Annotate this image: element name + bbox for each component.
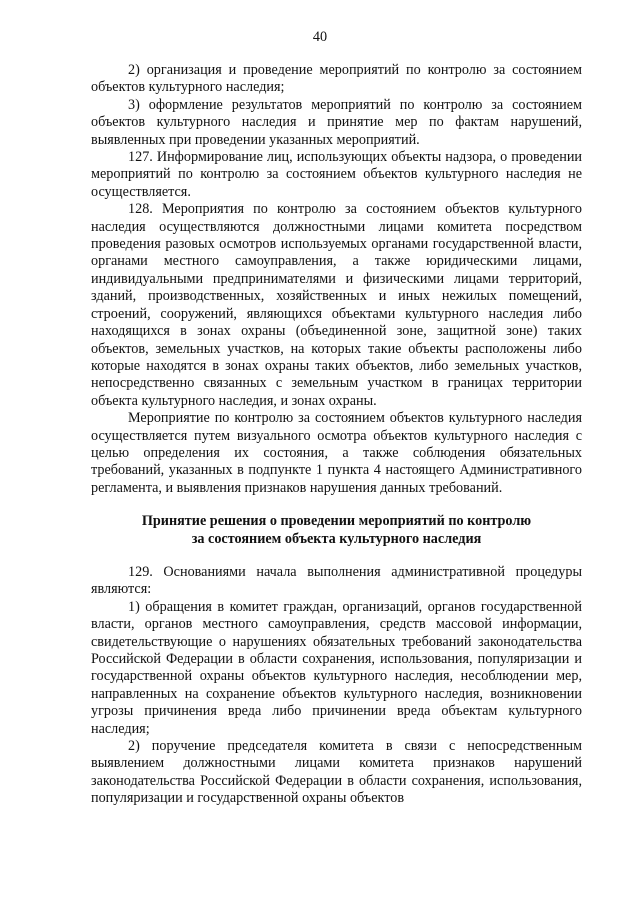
paragraph-item-2: 2) организация и проведение мероприятий по контролю за состоянием объектов культурного наследия;: [91, 62, 582, 96]
page-number: 40: [312, 29, 328, 45]
paragraph-128-continued: Мероприятие по контролю за состоянием объектов культурного наследия осуществляется путем визуального осмотра объектов культурного наследия с целью определения их состояния, а также соблюдения обязательных требований, указанных в подпункте 1 пункта 4 настоящего Административного регламента, и выявления признаков нарушения данных требований.: [91, 410, 582, 496]
section-heading-line-1: Принятие решения о проведении мероприятий по контролю: [141, 513, 532, 530]
paragraph-129: 129. Основаниями начала выполнения административной процедуры являются:: [91, 563, 582, 598]
paragraph-129-item-2: 2) поручение председателя комитета в связи с непосредственным выявлением должностными лицами комитета признаков нарушений законодательства Российской Федерации в области сохранения, использования, популяризации и государственной охраны объектов: [91, 738, 582, 807]
section-heading: [91, 513, 582, 548]
paragraph-item-3: 3) оформление результатов мероприятий по контролю за состоянием объектов культурного наследия и принятие мер по фактам нарушений, выявленных при проведении указанных мероприятий.: [91, 96, 582, 148]
section-heading-line-2: за состоянием объекта культурного наследия: [191, 530, 482, 547]
document-body: [91, 62, 582, 808]
paragraph-129-item-1: 1) обращения в комитет граждан, организаций, органов государственной власти, органов местного самоуправления, средств массовой информации, свидетельствующие о нарушениях обязательных требований законодательства Российской Федерации в области сохранения, использования, популяризации и государственной охраны объектов культурного наследия, несоблюдении мер, направленных на сохранение объектов культурного наследия, возникновении угрозы причинения вреда либо причинении вреда объектам культурного наследия;: [91, 598, 582, 737]
paragraph-128: 128. Мероприятия по контролю за состоянием объектов культурного наследия осуществляются должностными лицами комитета посредством проведения разовых осмотров используемых органами государственной власти, органами местного самоуправления, а также юридическими лицами, индивидуальными предпринимателями и физическими лицами территорий, зданий, производственных, хозяйственных и иных нежилых помещений, строений, сооружений, являющихся объектами культурного наследия либо находящихся в зонах охраны (объединенной зоне, защитной зоне) таких объектов, земельных участков, на которых такие объекты расположены либо которые находятся в зонах охраны таких объектов, либо земельных участков, непосредственно связанных с земельным участком в границах территории объекта культурного наследия, и зонах охраны.: [91, 201, 582, 409]
paragraph-127: 127. Информирование лиц, использующих объекты надзора, о проведении мероприятий по контролю за состоянием объектов культурного наследия не осуществляется.: [91, 149, 582, 200]
